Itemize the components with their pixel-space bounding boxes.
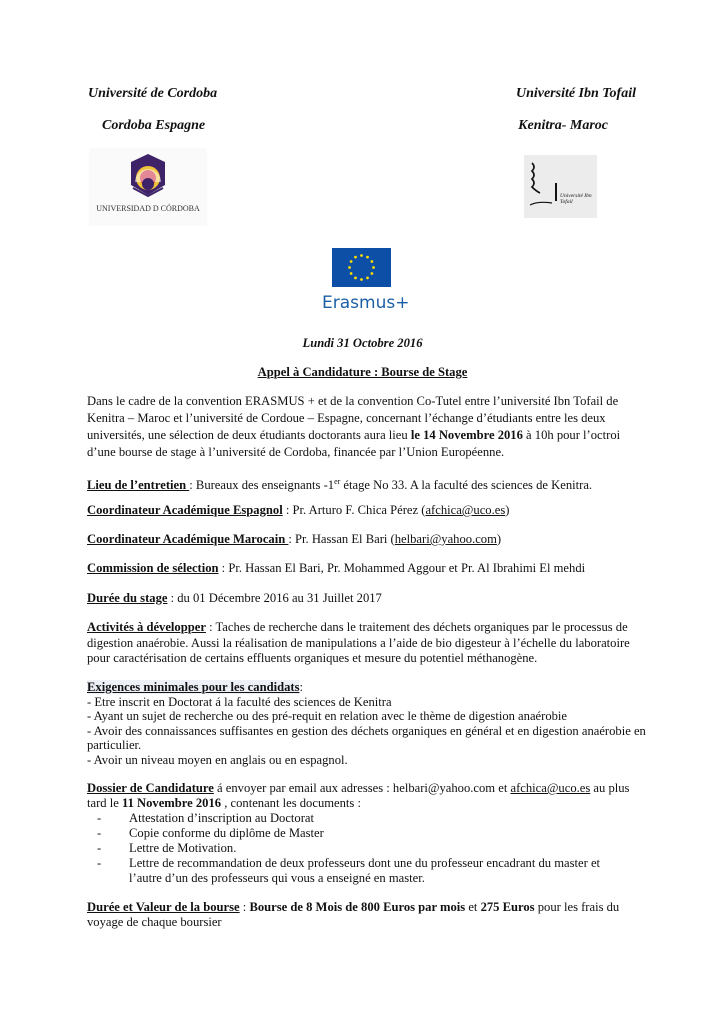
selection-committee-text: : Pr. Hassan El Bari, Pr. Mohammed Aggour et Pr. Al Ibrahimi El mehdi [218, 561, 586, 575]
spanish-coordinator-text: : Pr. Arturo F. Chica Pérez ( [282, 503, 426, 517]
application-file-label: Dossier de Candidature [87, 781, 214, 795]
eu-star-icon [350, 260, 353, 263]
superscript: er [334, 477, 341, 486]
erasmus-plus-logo-text: Erasmus+ [322, 293, 410, 313]
intro-text-end: à 10h pour l’octroi d’une bourse de stage à l’université de Cordoba, financée par l’Union Européenne. [87, 428, 621, 459]
moroccan-coordinator-email-link[interactable]: helbari@yahoo.com [394, 532, 497, 546]
scholarship-value [87, 900, 647, 930]
document-item: - Copie conforme du diplôme de Master [129, 826, 617, 841]
internship-duration-label: Durée du stage [87, 591, 168, 605]
internship-duration [87, 591, 647, 607]
eu-star-icon [366, 276, 369, 279]
eu-star-icon [360, 278, 363, 281]
selection-committee [87, 561, 647, 577]
eu-star-icon [348, 266, 351, 269]
requirements-label: Exigences minimales pour les candidats [87, 680, 300, 694]
travel-amount: 275 Euros [480, 900, 535, 914]
scholarship-value-label: Durée et Valeur de la bourse [87, 900, 240, 914]
right-university-name: Université Ibn Tofail [515, 86, 636, 101]
right-university-location: Kenitra- Maroc [518, 118, 608, 133]
eu-star-icon [370, 272, 373, 275]
scholarship-amount: Bourse de 8 Mois de 800 Euros par mois [249, 900, 466, 914]
selection-committee-label: Commission de sélection [87, 561, 219, 575]
application-file [87, 781, 647, 886]
moroccan-coordinator [87, 532, 647, 548]
scholarship-value-text: pour les frais du voyage de chaque boursier [87, 900, 620, 929]
document-item: - Attestation d’inscription au Doctorat [129, 811, 617, 826]
document-date: Lundi 31 Octobre 2016 [302, 336, 423, 350]
requirements [87, 680, 647, 768]
interview-location-text: : Bureaux des enseignants -1 [189, 478, 335, 493]
left-university-location: Cordoba Espagne [102, 118, 206, 133]
university-cordoba-logo [89, 148, 207, 226]
paren: ) [505, 503, 510, 517]
university-cordoba-logo-text: UNIVERSIDAD D CÓRDOBA [96, 204, 200, 213]
conjunction: et [465, 900, 481, 914]
moroccan-coordinator-text: : Pr. Hassan El Bari ( [288, 532, 395, 546]
interview-location-label: Lieu de l’entretien [87, 478, 190, 493]
requirement-item: - Etre inscrit en Doctorat á la faculté des sciences de Kenitra [87, 694, 392, 709]
intro-text: Dans le cadre de la convention ERASMUS + et de la convention Co-Tutel entre l’université Ibn Tofail de Kenitra – Maroc et l’université de Cordoue – Espagne, concernant l’échange d’étudiants entre les deux universités, une sélection de deux étudiants doctorants aura lieu [87, 394, 619, 442]
activities [87, 620, 647, 667]
spanish-coordinator [87, 503, 647, 519]
application-deadline: 11 Novembre 2016 [121, 796, 222, 810]
application-file-text-2: au plus tard le [87, 781, 630, 810]
spanish-coordinator-email-link[interactable]: afchica@uco.es [425, 503, 506, 517]
document-item: - Lettre de Motivation. [129, 841, 617, 856]
requirement-item: - Avoir des connaissances suffisantes en gestion des déchets organiques en général et en digestion anaérobie en particulier. [87, 723, 646, 753]
activities-text: : Taches de recherche dans le traitement des déchets organiques par le processus de digestion anaérobie. Aussi la réalisation de manipulations a l’aide de bio digesteur à l’échelle du laboratoire pour caractérisation de certains effluents organiques et mesure du potentiel méthanogène. [87, 620, 630, 665]
eu-flag-icon [332, 248, 391, 287]
application-file-text-3: , contenant les documents : [221, 796, 361, 810]
colon: : [299, 680, 303, 694]
selection-date: le 14 Novembre 2016 [410, 428, 523, 442]
interview-location [87, 474, 647, 494]
eu-star-icon [360, 254, 363, 257]
requirement-item: - Ayant un sujet de recherche ou des pré-requit en relation avec le thème de digestion anaérobie [87, 709, 568, 724]
interview-location-text-end: étage No 33. A la faculté des sciences de Kenitra. [340, 478, 593, 493]
application-email-link[interactable]: afchica@uco.es [510, 781, 591, 795]
colon: : [239, 900, 250, 914]
moroccan-coordinator-label: Coordinateur Académique Marocain [87, 532, 289, 546]
eu-star-icon [366, 256, 369, 259]
ibn-tofail-logo-text: Université Ibn Tofail [560, 193, 592, 205]
document-title: Appel à Candidature : Bourse de Stage [257, 365, 468, 379]
university-ibn-tofail-logo [524, 155, 597, 218]
internship-duration-text: : du 01 Décembre 2016 au 31 Juillet 2017 [167, 591, 382, 605]
eu-star-icon [370, 260, 373, 263]
activities-label: Activités à développer [87, 620, 206, 634]
eu-star-icon [354, 276, 357, 279]
intro-paragraph [87, 393, 647, 461]
spanish-coordinator-label: Coordinateur Académique Espagnol [87, 503, 283, 517]
requirement-item: - Avoir un niveau moyen en anglais ou en espagnol. [87, 752, 348, 767]
document-item: - Lettre de recommandation de deux professeurs dont une du professeur encadrant du master et l’autre d’un des professeurs qui vous a enseigné en master. [129, 856, 617, 886]
eu-star-icon [350, 272, 353, 275]
left-university-name: Université de Cordoba [88, 86, 218, 101]
eu-star-icon [372, 266, 375, 269]
paren: ) [496, 532, 502, 546]
application-file-text: á envoyer par email aux adresses : helbari@yahoo.com et [213, 781, 511, 795]
eu-star-icon [354, 256, 357, 259]
